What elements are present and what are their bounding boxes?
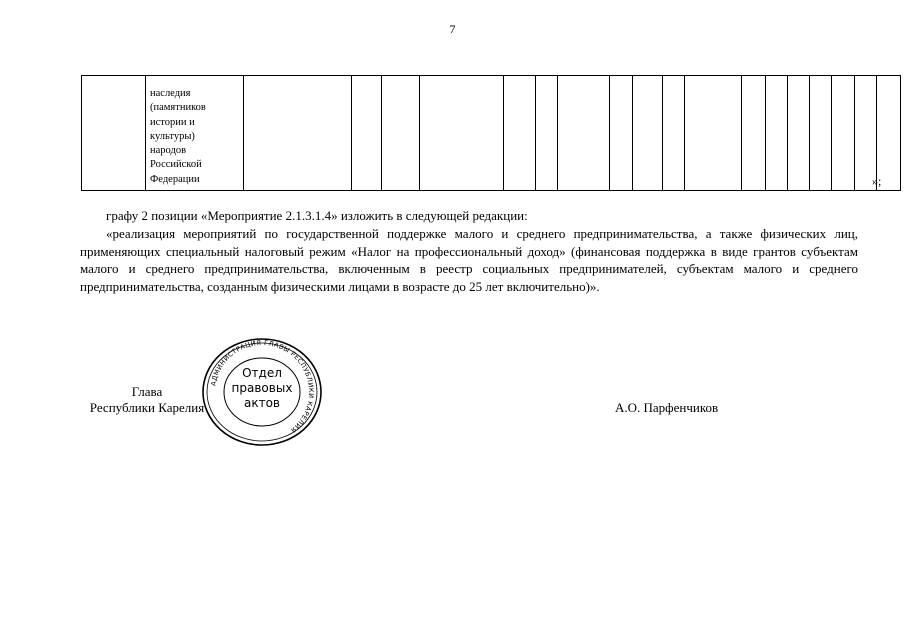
svg-text:Отдел: Отдел [242,366,282,380]
signatory-title [80,384,214,416]
stamp-seal [201,337,323,447]
table-cell [504,76,536,191]
table-cell [82,76,146,191]
table-cell [146,76,244,191]
table-cell [788,76,810,191]
svg-text:правовых: правовых [231,381,293,395]
instruction-paragraph: графу 2 позиции «Мероприятие 2.1.3.1.4» изложить в следующей редакции: [106,208,528,223]
table-cell [244,76,352,191]
new-text-paragraph: «реализация мероприятий по государственной поддержке малого и среднего предпринимательства, а также физических лиц, применяющих специальный налоговый режим «Налог на профессиональный доход» (финансовая поддержка в виде грантов субъектам малого и среднего предпринимательства, включенным в реестр социальных предпринимателей, субъектам малого и среднего предпринимательства, созданным физическими лицами в возрасте до 25 лет включительно)». [80,226,858,294]
signatory-title-line1: Глава [131,384,163,399]
table-cell [832,76,855,191]
table-cell [610,76,633,191]
table-cell [633,76,663,191]
table-cell [558,76,610,191]
table-cell-text: наследия (памятников истории и культуры) народов Российской Федерации [150,87,206,185]
table-cell [685,76,742,191]
page-number: 7 [449,22,456,36]
table-cell [382,76,420,191]
table-closing-quote: »; [872,174,882,188]
svg-text:АДМИНИСТРАЦИЯ ГЛАВЫ РЕСПУБЛИКИ: АДМИНИСТРАЦИЯ ГЛАВЫ РЕСПУБЛИКИ КАРЕЛИЯ [209,338,316,435]
table-row [82,76,901,191]
signatory-title-line2: Республики Карелия [89,400,205,415]
svg-text:актов: актов [243,396,281,410]
table-cell [352,76,382,191]
table-cell [536,76,558,191]
table-cell [810,76,832,191]
table-cell [663,76,685,191]
table-cell [766,76,788,191]
signatory-name: А.О. Парфенчиков [615,400,719,415]
continuation-table [81,75,901,191]
table-cell [742,76,766,191]
table-cell [420,76,504,191]
